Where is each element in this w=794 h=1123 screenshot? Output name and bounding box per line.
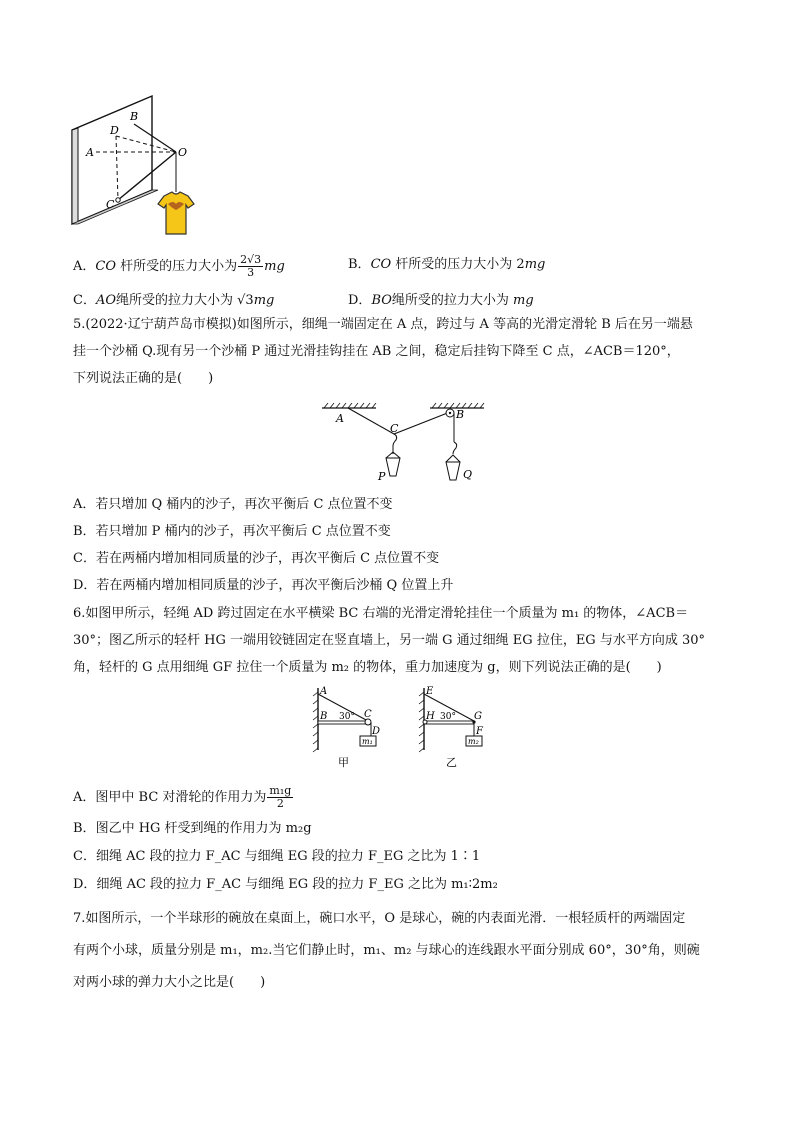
q6-option-a	[73, 785, 294, 810]
option-text: 杆所受的压力大小为 2	[391, 257, 525, 272]
bucket-p-icon	[386, 458, 400, 476]
label-p: P	[378, 470, 386, 483]
q5-stem-line1: 5.(2022·辽宁葫芦岛市模拟)如图所示，细绳一端固定在 A 点，跨过与 A 等高的光滑定滑轮 B 后在另一端悬	[73, 317, 693, 332]
label-b: B	[456, 408, 465, 421]
label-c: C	[106, 198, 115, 211]
option-text: 杆所受的压力大小为	[116, 259, 238, 274]
option-letter: D．	[348, 293, 372, 308]
mass-label: m₂	[468, 737, 479, 746]
fraction	[238, 254, 263, 279]
q5-option-a: A．若只增加 Q 桶内的沙子，再次平衡后 C 点位置不变	[73, 497, 393, 512]
q4-option-d	[348, 290, 534, 312]
option-text: 图乙中 HG 杆受到绳的作用力为 m₂g	[95, 821, 312, 836]
option-var: BO	[371, 293, 392, 308]
q6-figure-jia	[308, 684, 388, 770]
angle-label: 30°	[440, 712, 456, 722]
label-e: E	[426, 686, 434, 697]
option-unit: mg	[513, 293, 534, 308]
option-unit: mg	[524, 257, 546, 272]
q6-option-d	[73, 874, 498, 896]
label-a: A	[336, 412, 344, 425]
tshirt-icon	[158, 192, 194, 234]
option-var: CO	[95, 259, 116, 274]
q5-option-b: B．若只增加 P 桶内的沙子，再次平衡后 C 点位置不变	[73, 524, 391, 539]
q6-stem-line3: 角，轻杆的 G 点用细绳 GF 拉住一个质量为 m₂ 的物体，重力加速度为 g，则下列说法正确的是( )	[73, 660, 662, 675]
option-letter: C．	[73, 293, 96, 308]
q5-option-c: C．若在两桶内增加相同质量的沙子，再次平衡后 C 点位置不变	[73, 551, 440, 566]
q6-stem-line2: 30°；图乙所示的轻杆 HG 一端用铰链固定在竖直墙上，另一端 G 通过细绳 EG 拉住，EG 与水平方向成 30°	[73, 633, 705, 648]
bucket-q-icon	[446, 462, 460, 480]
fraction-denominator: 3	[247, 266, 255, 279]
angle-label: 30°	[339, 712, 355, 722]
option-letter: B．	[348, 257, 371, 272]
q6-stem-line1: 6.如图甲所示，轻绳 AD 跨过固定在水平横梁 BC 右端的光滑定滑轮挂住一个质量为 m₁ 的物体，∠ACB＝	[73, 606, 689, 621]
q4-figure	[60, 92, 220, 242]
q4-option-c	[73, 290, 274, 312]
option-unit: mg	[253, 293, 275, 308]
q6-option-b	[73, 818, 312, 840]
mass-label: m₁	[362, 737, 373, 746]
option-text: 细绳 AC 段的拉力 F_AC 与细绳 EG 段的拉力 F_EG 之比为 1∶1	[95, 849, 481, 864]
label-b: B	[320, 711, 328, 722]
option-text: 图甲中 BC 对滑轮的作用力为	[95, 790, 267, 805]
q7-stem-line1: 7.如图所示，一个半球形的碗放在桌面上，碗口水平，O 是球心，碗的内表面光滑．一根轻质杆的两端固定	[73, 911, 686, 926]
label-g: G	[474, 711, 482, 722]
label-a: A	[86, 146, 94, 159]
q6-option-c	[73, 846, 480, 868]
option-unit: mg	[264, 259, 285, 274]
option-var: AO	[95, 293, 116, 308]
option-letter: A．	[73, 259, 96, 274]
q5-rope	[348, 408, 450, 434]
fraction-numerator: 2√3	[240, 253, 262, 266]
fraction-denominator: 2	[276, 797, 284, 810]
option-text: 绳所受的拉力大小为 √3	[116, 293, 254, 308]
option-letter: A．	[73, 790, 96, 805]
q4-option-b	[348, 254, 545, 276]
label-q: Q	[463, 468, 473, 481]
option-letter: C．	[73, 849, 96, 864]
q5-stem-line2: 挂一个沙桶 Q.现有另一个沙桶 P 通过光滑挂钩挂在 AB 之间，稳定后挂钩下降至 C 点，∠ACB＝120°，	[73, 344, 680, 359]
q6-figure-yi	[414, 684, 494, 770]
label-c: C	[390, 422, 399, 435]
option-var: CO	[370, 257, 392, 272]
fraction-numerator: m₁g	[269, 784, 292, 797]
label-c: C	[364, 709, 372, 720]
label-b: B	[130, 110, 139, 123]
option-text: 细绳 AC 段的拉力 F_AC 与细绳 EG 段的拉力 F_EG 之比为 m₁∶2m₂	[96, 877, 498, 892]
q4-option-a	[73, 254, 285, 279]
q5-option-d: D．若在两桶内增加相同质量的沙子，再次平衡后沙桶 Q 位置上升	[73, 578, 454, 593]
q5-figure	[318, 398, 488, 488]
label-h: H	[426, 711, 435, 722]
label-o: O	[178, 146, 188, 159]
option-letter: D．	[73, 877, 97, 892]
label-f: F	[476, 726, 483, 737]
option-text: 绳所受的拉力大小为	[391, 293, 514, 308]
label-d: D	[110, 124, 119, 137]
option-letter: B．	[73, 821, 96, 836]
q7-stem-line2: 有两个小球，质量分别是 m₁，m₂.当它们静止时，m₁、m₂ 与球心的连线跟水平面分别成 60°，30°角，则碗	[73, 943, 700, 958]
q5-stem-line3: 下列说法正确的是( )	[73, 371, 214, 386]
fraction	[267, 785, 293, 810]
label-d: D	[372, 726, 381, 737]
label-a: A	[320, 686, 328, 697]
q7-stem-line3: 对两小球的弹力大小之比是( )	[73, 975, 266, 990]
figure-caption: 甲	[338, 756, 349, 769]
figure-caption: 乙	[446, 756, 457, 769]
